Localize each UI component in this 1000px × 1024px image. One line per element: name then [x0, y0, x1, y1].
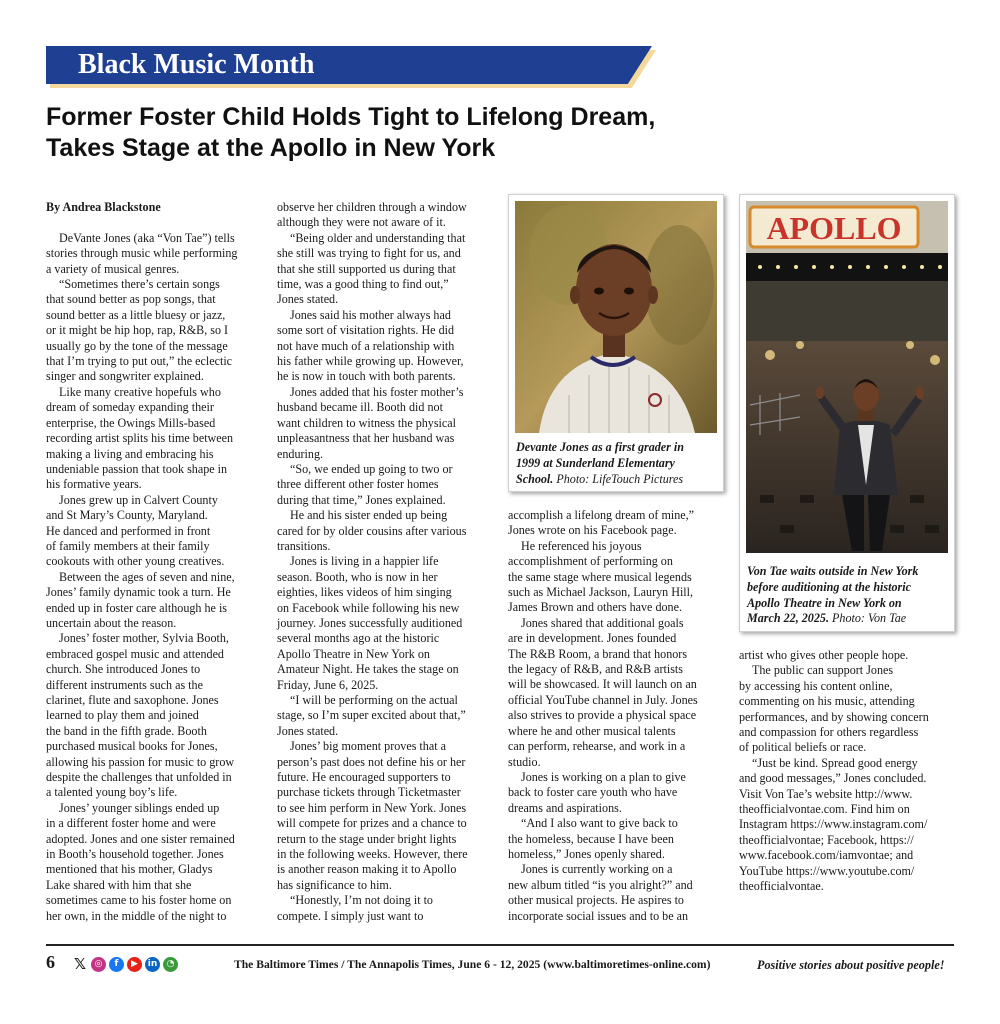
article-line: that sound better as pop songs, that	[46, 292, 216, 307]
article-line: has significance to him.	[277, 877, 392, 892]
caption-line: March 22, 2025.	[747, 611, 829, 626]
article-line: ended up in foster care although he is	[46, 600, 228, 615]
article-line: his formative years.	[46, 477, 142, 492]
headline-line-2: Takes Stage at the Apollo in New York	[46, 134, 496, 162]
article-line: sound better as a little bluesy or jazz,	[46, 307, 226, 322]
article-line: not have much of a relationship with	[277, 338, 455, 353]
article-line: new album titled “is you alright?” and	[508, 877, 693, 892]
article-line: eighties, likes videos of him singing	[277, 585, 452, 600]
article-line: in Booth’s household together. Jones	[46, 847, 224, 862]
article-line: “I will be performing on the actual	[290, 693, 458, 707]
article-line: making a living and embracing his	[46, 446, 214, 461]
article-line: YouTube https://www.youtube.com/	[739, 863, 915, 878]
article-line: a variety of musical genres.	[46, 261, 180, 276]
article-line: or it might be hip hop, rap, R&B, so I	[46, 323, 229, 338]
article-line: cookouts with other young creatives.	[46, 554, 225, 569]
article-line: that she still supported us during that	[277, 261, 456, 276]
article-line: He and his sister ended up being	[290, 508, 448, 523]
apollo-sign-text: APOLLO	[766, 210, 902, 246]
article-line: is another reason making it to Apollo	[277, 862, 457, 877]
article-line: theofficialvontae.	[739, 879, 824, 894]
article-line: uncertain about the reason.	[46, 615, 177, 630]
page-number: 6	[46, 952, 55, 972]
linkedin-icon[interactable]: in	[145, 957, 160, 972]
article-line: “Honestly, I’m not doing it to	[290, 893, 433, 908]
article-line: Lake shared with him that she	[46, 877, 192, 892]
caption-line: School.	[516, 471, 554, 486]
article-line: his father while growing up. However,	[277, 354, 464, 369]
article-line: three different other foster homes	[277, 477, 439, 492]
article-line: although they were not aware of it.	[277, 215, 446, 230]
photo-credit: Photo: LifeTouch Pictures	[556, 471, 684, 486]
section-banner-label: Black Music Month	[78, 49, 315, 80]
article-line: homeless,” Jones openly shared.	[508, 846, 665, 861]
article-line: www.facebook.com/iamvontae; and	[739, 848, 914, 863]
article-line: during that time,” Jones explained.	[277, 492, 446, 507]
article-line: Jones’ family dynamic took a turn. He	[46, 585, 231, 600]
article-line: where he and other musical talents	[508, 723, 676, 738]
article-line: are in development. Jones founded	[508, 631, 677, 646]
byline: By Andrea Blackstone	[46, 200, 161, 214]
article-line: Instagram https://www.instagram.com/	[739, 817, 928, 832]
article-line: Jones added that his foster mother’s	[290, 384, 464, 399]
article-line: such as Michael Jackson, Lauryn Hill,	[508, 585, 694, 600]
article-line: Jones said his mother always had	[290, 307, 451, 322]
article-line: enduring.	[277, 446, 324, 461]
photo-apollo-caption	[747, 564, 951, 627]
article-line: “And I also want to give back to	[521, 816, 678, 831]
article-line: James Brown and others have done.	[508, 600, 682, 615]
article-line: cared for by older cousins after various	[277, 523, 467, 538]
article-line: other musical projects. He aspires to	[508, 893, 684, 908]
article-line: He danced and performed in front	[46, 523, 211, 538]
article-line: “Being older and understanding that	[290, 230, 466, 245]
article-line: church. She introduced Jones to	[46, 662, 201, 677]
article-line: enterprise, the Owings Mills-based	[46, 415, 216, 430]
caption-line: 1999 at Sunderland Elementary	[516, 455, 675, 470]
article-line: Jones grew up in Calvert County	[59, 492, 218, 507]
article-line: performances, and by showing concern	[739, 709, 929, 724]
article-line: artist who gives other people hope.	[739, 648, 909, 662]
article-line: of political beliefs or race.	[739, 740, 867, 755]
article-line: “Just be kind. Spread good energy	[752, 755, 918, 770]
article-line: learned to play them and joined	[46, 708, 199, 723]
article-line: clarinet, flute and saxophone. Jones	[46, 693, 219, 707]
article-line: Friday, June 6, 2025.	[277, 677, 379, 692]
article-line: Jones’ younger siblings ended up	[59, 800, 220, 815]
article-line: accomplish a lifelong dream of mine,”	[508, 508, 695, 522]
article-line: of family members at their family	[46, 538, 210, 553]
article-line: observe her children through a window	[277, 200, 467, 214]
article-line: a talented young boy’s life.	[46, 785, 178, 800]
article-line: adopted. Jones and one sister remained	[46, 831, 235, 846]
article-line: Jones stated.	[277, 292, 339, 307]
caption-line: Apollo Theatre in New York on	[747, 595, 902, 610]
article-line: Jones’ foster mother, Sylvia Booth,	[59, 631, 229, 646]
article-line: accomplishment of performing on	[508, 554, 673, 569]
article-line: stories through music while performing	[46, 246, 238, 261]
article-line: that I’m trying to put out,” the eclectic	[46, 354, 233, 369]
article-line: purchased musical books for Jones,	[46, 739, 218, 754]
article-line: “Sometimes there’s certain songs	[59, 277, 220, 292]
article-column-3	[508, 508, 724, 924]
article-line: The public can support Jones	[752, 663, 894, 678]
article-line: Jones wrote on his Facebook page.	[508, 523, 677, 538]
photo-child-caption	[516, 440, 720, 487]
article-line: Jones stated.	[277, 723, 339, 738]
article-line: Between the ages of seven and nine,	[59, 569, 235, 584]
article-line: back to foster care youth who have	[508, 785, 678, 800]
article-line: undeniable passion that took shape in	[46, 461, 228, 476]
facebook-icon[interactable]: f	[109, 957, 124, 972]
footer-rule	[46, 944, 954, 946]
article-line: unpleasantness that her husband was	[277, 431, 455, 446]
instagram-icon[interactable]: ◎	[91, 957, 106, 972]
article-line: Jones shared that additional goals	[521, 615, 684, 630]
photo-child-portrait	[508, 194, 724, 492]
article-line: the band in the fifth grade. Booth	[46, 723, 207, 738]
photo-credit: Photo: Von Tae	[832, 611, 907, 626]
headline-line-1: Former Foster Child Holds Tight to Lifelong Dream,	[46, 103, 656, 131]
article-line: studio.	[508, 754, 541, 769]
article-line: allowing his passion for music to grow	[46, 754, 235, 769]
article-line: Jones is working on a plan to give	[521, 769, 686, 784]
article-line: sometimes came to his foster home on	[46, 893, 232, 908]
article-line: on Facebook while following his new	[277, 600, 460, 615]
article-line: the homeless, because I have been	[508, 831, 674, 846]
article-line: by accessing his content online,	[739, 678, 893, 693]
article-line: several months ago at the historic	[277, 631, 440, 646]
article-line: person’s past does not define his or her	[277, 754, 466, 769]
caption-line: Von Tae waits outside in New York	[747, 564, 919, 578]
article-line: and St Mary’s County, Maryland.	[46, 508, 208, 523]
article-line: dreams and aspirations.	[508, 800, 622, 815]
article-line: in a different foster home and were	[46, 816, 216, 831]
photo-apollo-theatre	[739, 194, 955, 632]
article-line: will be showcased. It will launch on an	[508, 677, 697, 692]
article-line: want children to witness the physical	[277, 415, 457, 430]
article-line: Amateur Night. He takes the stage on	[277, 662, 459, 677]
article-line: her own, in the middle of the night to	[46, 908, 227, 923]
article-line: purchase tickets through Ticketmaster	[277, 785, 461, 800]
article-column-1	[46, 200, 266, 924]
article-line: will compete for prizes and a chance to	[277, 816, 467, 831]
article-line: different instruments such as the	[46, 677, 203, 692]
article-line: singer and songwriter explained.	[46, 369, 204, 384]
x-icon[interactable]: 𝕏	[74, 955, 87, 973]
article-line: official YouTube channel in July. Jones	[508, 692, 698, 707]
article-line: dream of someday expanding their	[46, 400, 214, 415]
article-line: transitions.	[277, 538, 331, 553]
article-line: she still was trying to fight for us, and	[277, 246, 461, 261]
article-line: time, was a good thing to find out,”	[277, 277, 449, 292]
article-line: mentioned that his mother, Gladys	[46, 862, 213, 877]
social-icons	[74, 956, 178, 972]
column-2-text	[277, 200, 499, 924]
column-1-text	[46, 215, 266, 924]
column-4-text	[739, 648, 955, 895]
article-line: recording artist splits his time between	[46, 431, 234, 446]
article-line: journey. Jones successfully auditioned	[277, 615, 463, 630]
publication-info: The Baltimore Times / The Annapolis Times, June 6 - 12, 2025 (www.baltimoretimes-online.com)	[234, 958, 711, 971]
article-line: Jones is living in a happier life	[290, 554, 439, 569]
article-line: and good messages,” Jones concluded.	[739, 771, 927, 786]
rss-icon[interactable]: ◔	[163, 957, 178, 972]
article-line: The R&B Room, a brand that honors	[508, 646, 688, 661]
article-line: DeVante Jones (aka “Von Tae”) tells	[59, 230, 235, 245]
article-line: Like many creative hopefuls who	[59, 384, 221, 399]
article-line: he is now in touch with both parents.	[277, 369, 456, 384]
article-line: in the following weeks. However, there	[277, 847, 468, 862]
caption-line: Devante Jones as a first grader in	[516, 440, 684, 454]
column-3-text	[508, 508, 724, 924]
article-line: to see him perform in New York. Jones	[277, 800, 467, 815]
article-line: usually go by the tone of the message	[46, 338, 228, 353]
article-line: Jones is currently working on a	[521, 862, 673, 877]
article-line: theofficialvontae.com. Find him on	[739, 802, 910, 817]
article-line: can perform, rehearse, and work in a	[508, 739, 686, 754]
article-line: some sort of visitation rights. He did	[277, 323, 455, 338]
article-line: He referenced his joyous	[521, 538, 642, 553]
article-line: incorporate social issues and to be an	[508, 908, 689, 923]
article-line: season. Booth, who is now in her	[277, 569, 438, 584]
article-line: also strives to provide a physical space	[508, 708, 697, 723]
article-line: return to the stage under bright lights	[277, 831, 457, 846]
article-line: stage, so I’m super excited about that,”	[277, 708, 466, 723]
article-line: Jones’ big moment proves that a	[290, 739, 446, 754]
article-column-4	[739, 648, 955, 895]
article-line: “So, we ended up going to two or	[290, 461, 453, 476]
headline	[46, 102, 766, 164]
article-line	[46, 215, 266, 230]
article-line: commenting on his music, attending	[739, 694, 915, 709]
footer-tagline: Positive stories about positive people!	[757, 958, 945, 972]
child-portrait-image	[509, 195, 723, 437]
article-line: compete. I simply just want to	[277, 908, 424, 923]
article-column-2	[277, 200, 499, 924]
article-line: husband became ill. Booth did not	[277, 400, 443, 415]
youtube-icon[interactable]: ▶	[127, 957, 142, 972]
article-line: theofficialvontae; Facebook, https://	[739, 832, 914, 847]
article-line: the same stage where musical legends	[508, 569, 692, 584]
caption-line: before auditioning at the historic	[747, 579, 911, 594]
article-line: and compassion for others regardless	[739, 725, 919, 740]
apollo-theatre-image	[740, 195, 954, 559]
article-line: Apollo Theatre in New York on	[277, 646, 430, 661]
article-line: the legacy of R&B, and R&B artists	[508, 662, 683, 677]
article-line: Visit Von Tae’s website http://www.	[739, 786, 913, 801]
article-line: future. He encouraged supporters to	[277, 770, 451, 785]
article-line: despite the challenges that unfolded in	[46, 770, 232, 785]
article-line: embraced gospel music and attended	[46, 646, 224, 661]
